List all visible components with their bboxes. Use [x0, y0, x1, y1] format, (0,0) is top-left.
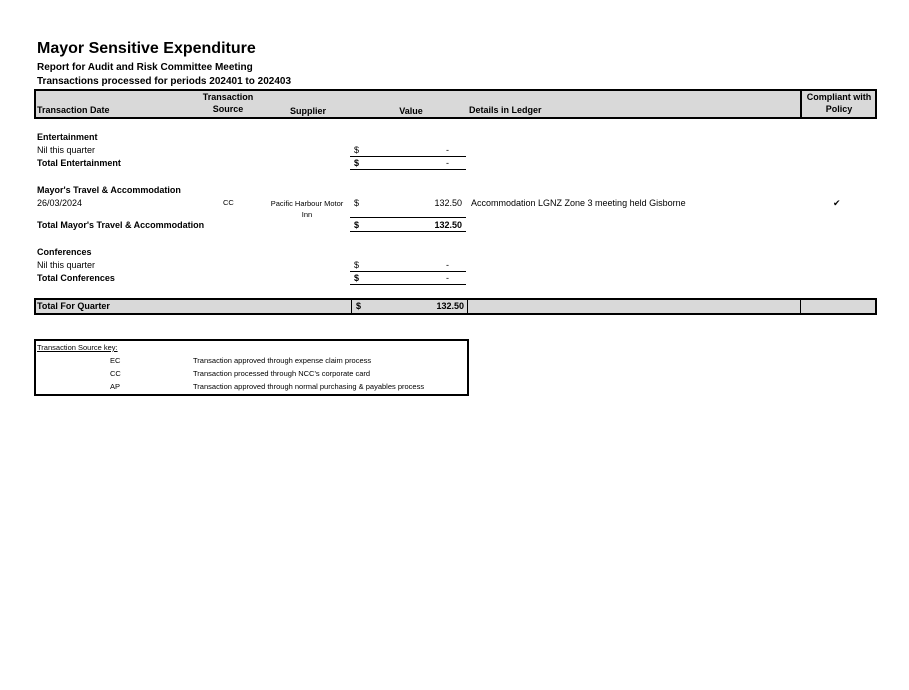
conferences-nil-label: Nil this quarter — [37, 260, 96, 270]
check-icon: ✔ — [833, 198, 841, 208]
travel-row-currency: $ — [354, 198, 360, 208]
conferences-total-label: Total Conferences — [37, 273, 115, 283]
section-heading-conferences: Conferences — [37, 247, 92, 257]
travel-total-currency: $ — [354, 220, 360, 230]
header-transaction-date: Transaction Date — [37, 105, 110, 115]
header-divider — [800, 91, 802, 117]
conferences-total-currency: $ — [354, 273, 360, 283]
source-key-heading: Transaction Source key: — [37, 343, 118, 352]
table-header — [34, 89, 877, 119]
header-transaction-source — [186, 91, 270, 115]
entertainment-total-underline — [350, 169, 466, 170]
entertainment-total-currency: $ — [354, 158, 360, 168]
entertainment-nil-label: Nil this quarter — [37, 145, 96, 155]
header-details: Details in Ledger — [469, 105, 542, 115]
travel-row-underline — [350, 217, 466, 218]
source-key-desc-ap: Transaction approved through normal purchasing & payables process — [193, 382, 425, 391]
quarter-total-currency: $ — [356, 301, 362, 311]
quarter-total-label: Total For Quarter — [37, 301, 110, 311]
section-heading-entertainment: Entertainment — [37, 132, 98, 142]
conferences-row-underline — [350, 271, 466, 272]
source-key-box — [34, 339, 469, 396]
header-compliant-line1: Compliant with — [806, 92, 872, 102]
header-value: Value — [399, 106, 423, 116]
header-supplier: Supplier — [289, 106, 326, 116]
travel-row-value: 132.50 — [434, 198, 462, 208]
source-key-code-ec: EC — [110, 356, 121, 365]
entertainment-total-label: Total Entertainment — [37, 158, 121, 168]
entertainment-currency: $ — [354, 145, 360, 155]
header-source-line1: Transaction — [202, 92, 254, 102]
travel-total-value: 132.50 — [434, 220, 462, 230]
report-periods: Transactions processed for periods 202401 to 202403 — [37, 76, 292, 87]
conferences-total-underline — [350, 284, 466, 285]
conferences-value: - — [446, 260, 449, 270]
quarter-total-divider-3 — [800, 300, 801, 313]
conferences-currency: $ — [354, 260, 360, 270]
travel-total-label: Total Mayor's Travel & Accommodation — [37, 220, 205, 230]
travel-supplier-line2: Inn — [301, 210, 313, 219]
travel-supplier-line1: Pacific Harbour Motor — [270, 199, 344, 208]
source-key-desc-ec: Transaction approved through expense claim process — [193, 356, 372, 365]
report-subtitle: Report for Audit and Risk Committee Meeting — [37, 62, 253, 73]
quarter-total-divider-2 — [467, 300, 468, 313]
entertainment-value: - — [446, 145, 449, 155]
quarter-total-value: 132.50 — [436, 301, 464, 311]
entertainment-row-underline — [350, 156, 466, 157]
source-key-desc-cc: Transaction processed through NCC's corporate card — [193, 369, 371, 378]
report-title: Mayor Sensitive Expenditure — [37, 40, 256, 57]
source-key-code-cc: CC — [110, 369, 121, 378]
entertainment-total-value: - — [446, 158, 449, 168]
quarter-total-divider-1 — [351, 300, 352, 313]
travel-row-source: CC — [223, 198, 234, 207]
travel-row-date: 26/03/2024 — [37, 198, 83, 208]
travel-total-underline — [350, 231, 466, 232]
source-key-code-ap: AP — [110, 382, 121, 391]
travel-row-supplier — [262, 198, 352, 220]
header-compliant — [803, 91, 875, 115]
header-source-line2: Source — [212, 104, 244, 114]
quarter-total-row — [34, 298, 877, 315]
conferences-total-value: - — [446, 273, 449, 283]
travel-row-details: Accommodation LGNZ Zone 3 meeting held Gisborne — [471, 198, 686, 208]
section-heading-travel: Mayor's Travel & Accommodation — [37, 185, 181, 195]
header-compliant-line2: Policy — [825, 104, 853, 114]
